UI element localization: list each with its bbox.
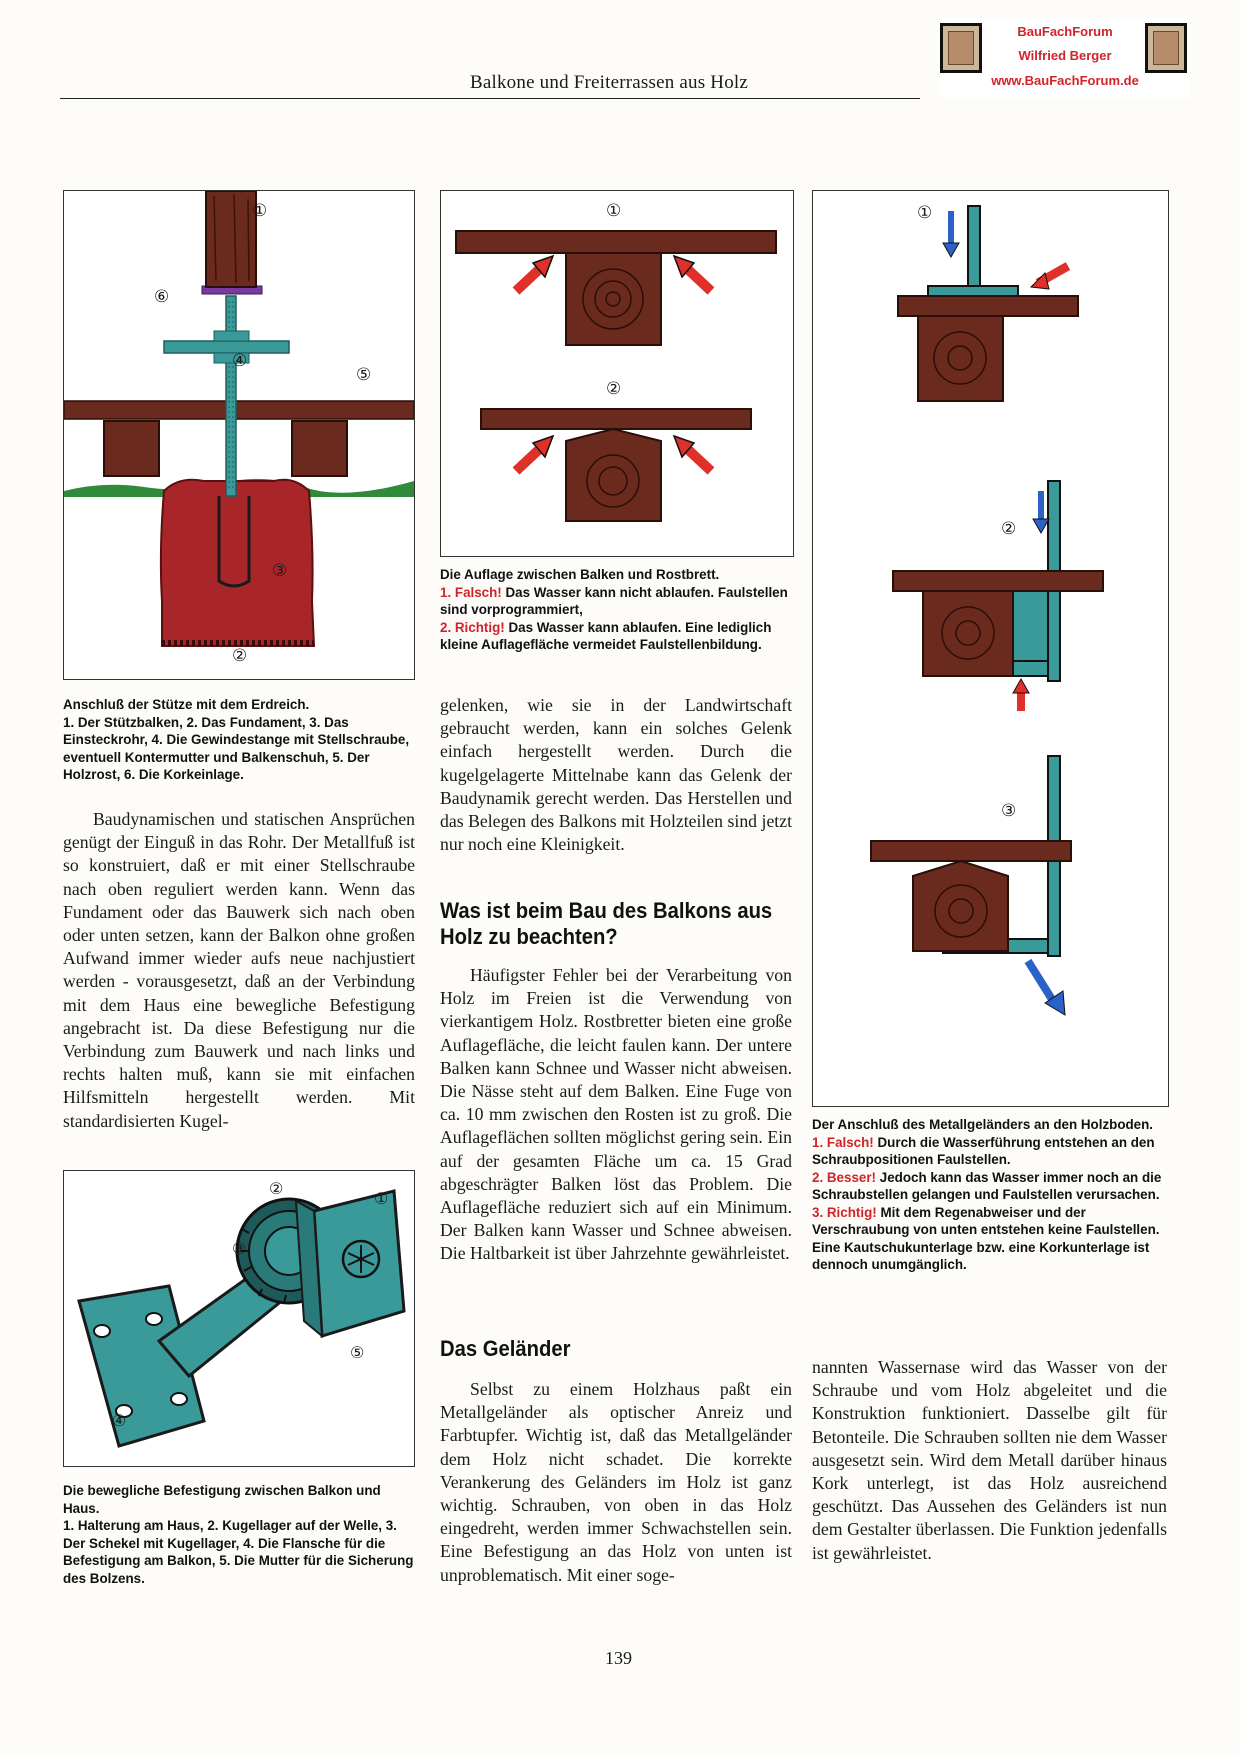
fig1-label-4: ④ (232, 351, 248, 370)
section-heading-balcony (440, 898, 812, 950)
fig4-label-2: ② (269, 1181, 284, 1198)
column2-text-mid (440, 964, 792, 1266)
figure2-item1-text: Das Wasser kann nicht ablaufen. Faulstellen sind vorprogrammiert, (440, 584, 788, 617)
logo-line-1: BauFachForum (1017, 24, 1113, 39)
figure2-item2-mark: 2. Richtig! (440, 619, 505, 635)
running-header: Balkone und Freiterrassen aus Holz (470, 72, 749, 93)
column3-text (812, 1356, 1167, 1565)
figure1-caption-body: 1. Der Stützbalken, 2. Das Fundament, 3. Das Einsteckrohr, 4. Die Gewindestange mit Stellschraube, eventuell Kontermutter und Balkenschuh, 5. Der Holzrost, 6. Die Korkeinlage. (63, 714, 410, 782)
figure1-caption (63, 696, 418, 784)
column2-para3: Selbst zu einem Holzhaus paßt ein Metallgeländer als optischer Anreiz und Farbtupfer. Wichtig ist, daß das Metallgeländer dem Holz nicht schadet. Die korrekte Verankerung des Geländers im Holz ist ganz wichtig. Schrauben, von oben in das Holz eingedreht, werden immer Schwachstellen sein. Eine Befestigung an das Holz von unten ist unproblematisch. Mit einer soge- (440, 1379, 792, 1585)
figure2-caption-title: Die Auflage zwischen Balken und Rostbrett. (440, 567, 720, 582)
fig4-label-5: ⑤ (350, 1345, 365, 1362)
figure1-caption-title: Anschluß der Stütze mit dem Erdreich. (63, 697, 310, 712)
column1-text (63, 808, 415, 1133)
fig3-label-1: ① (917, 203, 933, 222)
figure3-item3-mark: 3. Richtig! (812, 1204, 877, 1220)
figure3-caption-title: Der Anschluß des Metallgeländers an den Holzboden. (812, 1117, 1154, 1132)
fig1-label-3: ③ (272, 561, 288, 580)
logo-line-2: Wilfried Berger (1018, 48, 1112, 63)
figure-movable-attachment (63, 1170, 415, 1467)
figure3-item2-mark: 2. Besser! (812, 1169, 877, 1185)
fig2-label-1: ① (606, 201, 622, 220)
column2-text-bottom (440, 1378, 792, 1587)
fig1-label-2: ② (232, 646, 248, 665)
section-heading-railing (440, 1336, 792, 1362)
column2-para-cont: gelenken, wie sie in der Landwirtschaft gebraucht werden, kann ein solches Gelenk einfach hergestellt werden. Durch die kugelgelagerte Mittelnabe kann das Gelenk der Baudynamik gerecht werden. Das Herstellen und das Belegen des Balkons mit Holzteilen sind jetzt nur noch eine Kleinigkeit. (440, 695, 792, 855)
figure3-item3-text: Mit dem Regenabweiser und der Verschraubung von unten entstehen keine Faulstellen. Eine Kautschukunterlage bzw. eine Korkunterlage ist dennoch unumgänglich. (812, 1204, 1160, 1272)
figure-support-foundation (63, 190, 415, 680)
column2-para2: Häufigster Fehler bei der Verarbeitung von Holz im Freien ist die Verwendung von vierkantigem Holz. Rostbretter bieten eine große Auflagefläche, die leicht faulen kann. Der untere Balken kann Schnee und Wasser nicht abweisen. Die Nässe steht auf dem Balken. Eine Fuge von ca. 10 mm zwischen den Rosten ist zu groß. Die Auflageflächen sollten möglichst gering sein. Ein auf der gesamten Fläche um ca. 15 Grad abgeschrägter Balken löst das Problem. Die Auflagefläche reduziert sich auf ein Minimum. Der Balken kann Wasser und Schnee abweisen. Die Haltbarkeit ist über Jahrzehnte gewährleistet. (440, 965, 792, 1264)
figure3-caption (812, 1116, 1167, 1274)
fig1-label-1: ① (252, 201, 268, 220)
logo-stamp (940, 18, 1190, 98)
figure3-item1-mark: 1. Falsch! (812, 1134, 874, 1150)
logo-line-3: www.BauFachForum.de (991, 73, 1139, 88)
fig2-label-2: ② (606, 379, 622, 398)
heading-balcony-wood: Was ist beim Bau des Balkons aus Holz zu beachten? (440, 898, 773, 949)
column3-para-cont: nannten Wassernase wird das Wasser von der Schraube und vom Holz abgeleitet und die Konstruktion funktioniert. Dasselbe gilt für Betonteile. Die Schrauben sollten nie dem Wasser ausgesetzt sein. Wird dem Metall darüber hinaus Kork unterlegt, ist das Holz ausreichend geschützt. Das Aussehen des Geländers ist nun dem Gestalter überlassen. Die Funktion jedenfalls ist gewährleistet. (812, 1357, 1167, 1563)
figure3-item2-text: Jedoch kann das Wasser immer noch an die Schraubstellen gelangen und Faulstellen verursachen. (812, 1169, 1162, 1202)
figure4-caption-title: Die bewegliche Befestigung zwischen Balkon und Haus. (63, 1483, 381, 1516)
fig1-label-5: ⑤ (356, 365, 372, 384)
fig3-label-3: ③ (1001, 801, 1017, 820)
figure3-item1-text: Durch die Wasserführung entstehen an den Schraubpositionen Faulstellen. (812, 1134, 1155, 1167)
header-rule (60, 98, 920, 99)
figure-railing-connection (812, 190, 1169, 1107)
heading-railing: Das Geländer (440, 1336, 571, 1361)
figure-joist-support (440, 190, 794, 557)
fig3-label-2: ② (1001, 519, 1017, 538)
fig1-label-6: ⑥ (154, 287, 170, 306)
figure2-item2-text: Das Wasser kann ablaufen. Eine lediglich kleine Auflagefläche vermeidet Faulstellenbildung. (440, 619, 772, 652)
column1-para1: Baudynamischen und statischen Ansprüchen genügt der Einguß in das Rohr. Der Metallfuß ist so konstruiert, daß er mit einer Stellschraube nach oben reguliert werden kann. Wenn das Fundament oder das Bauwerk sich nach oben oder unten setzen, kann der Balkon ohne großen Aufwand immer wieder aufs neue nachjustiert werden - vorausgesetzt, daß an der Verbindung mit dem Haus eine bewegliche Befestigung angebracht ist. Da diese Befestigung nur die Verbindung zum Bauwerk und nach links und rechts halten muß, kann sie mit einfachen Hilfsmitteln hergestellt werden. Mit standardisierten Kugel- (63, 809, 415, 1131)
figure4-caption (63, 1482, 418, 1587)
figure2-item1-mark: 1. Falsch! (440, 584, 502, 600)
fig4-label-1: ① (374, 1191, 389, 1208)
figure2-caption (440, 566, 795, 654)
fig4-label-4: ④ (112, 1413, 127, 1430)
figure4-caption-body: 1. Halterung am Haus, 2. Kugellager auf der Welle, 3. Der Schekel mit Kugellager, 4. Die Flansche für die Befestigung am Balkon, 5. Die Mutter für die Sicherung des Bolzens. (63, 1518, 414, 1586)
column2-text-top (440, 694, 792, 856)
fig4-label-3: ③ (232, 1241, 247, 1258)
page-number: 139 (605, 1648, 632, 1668)
